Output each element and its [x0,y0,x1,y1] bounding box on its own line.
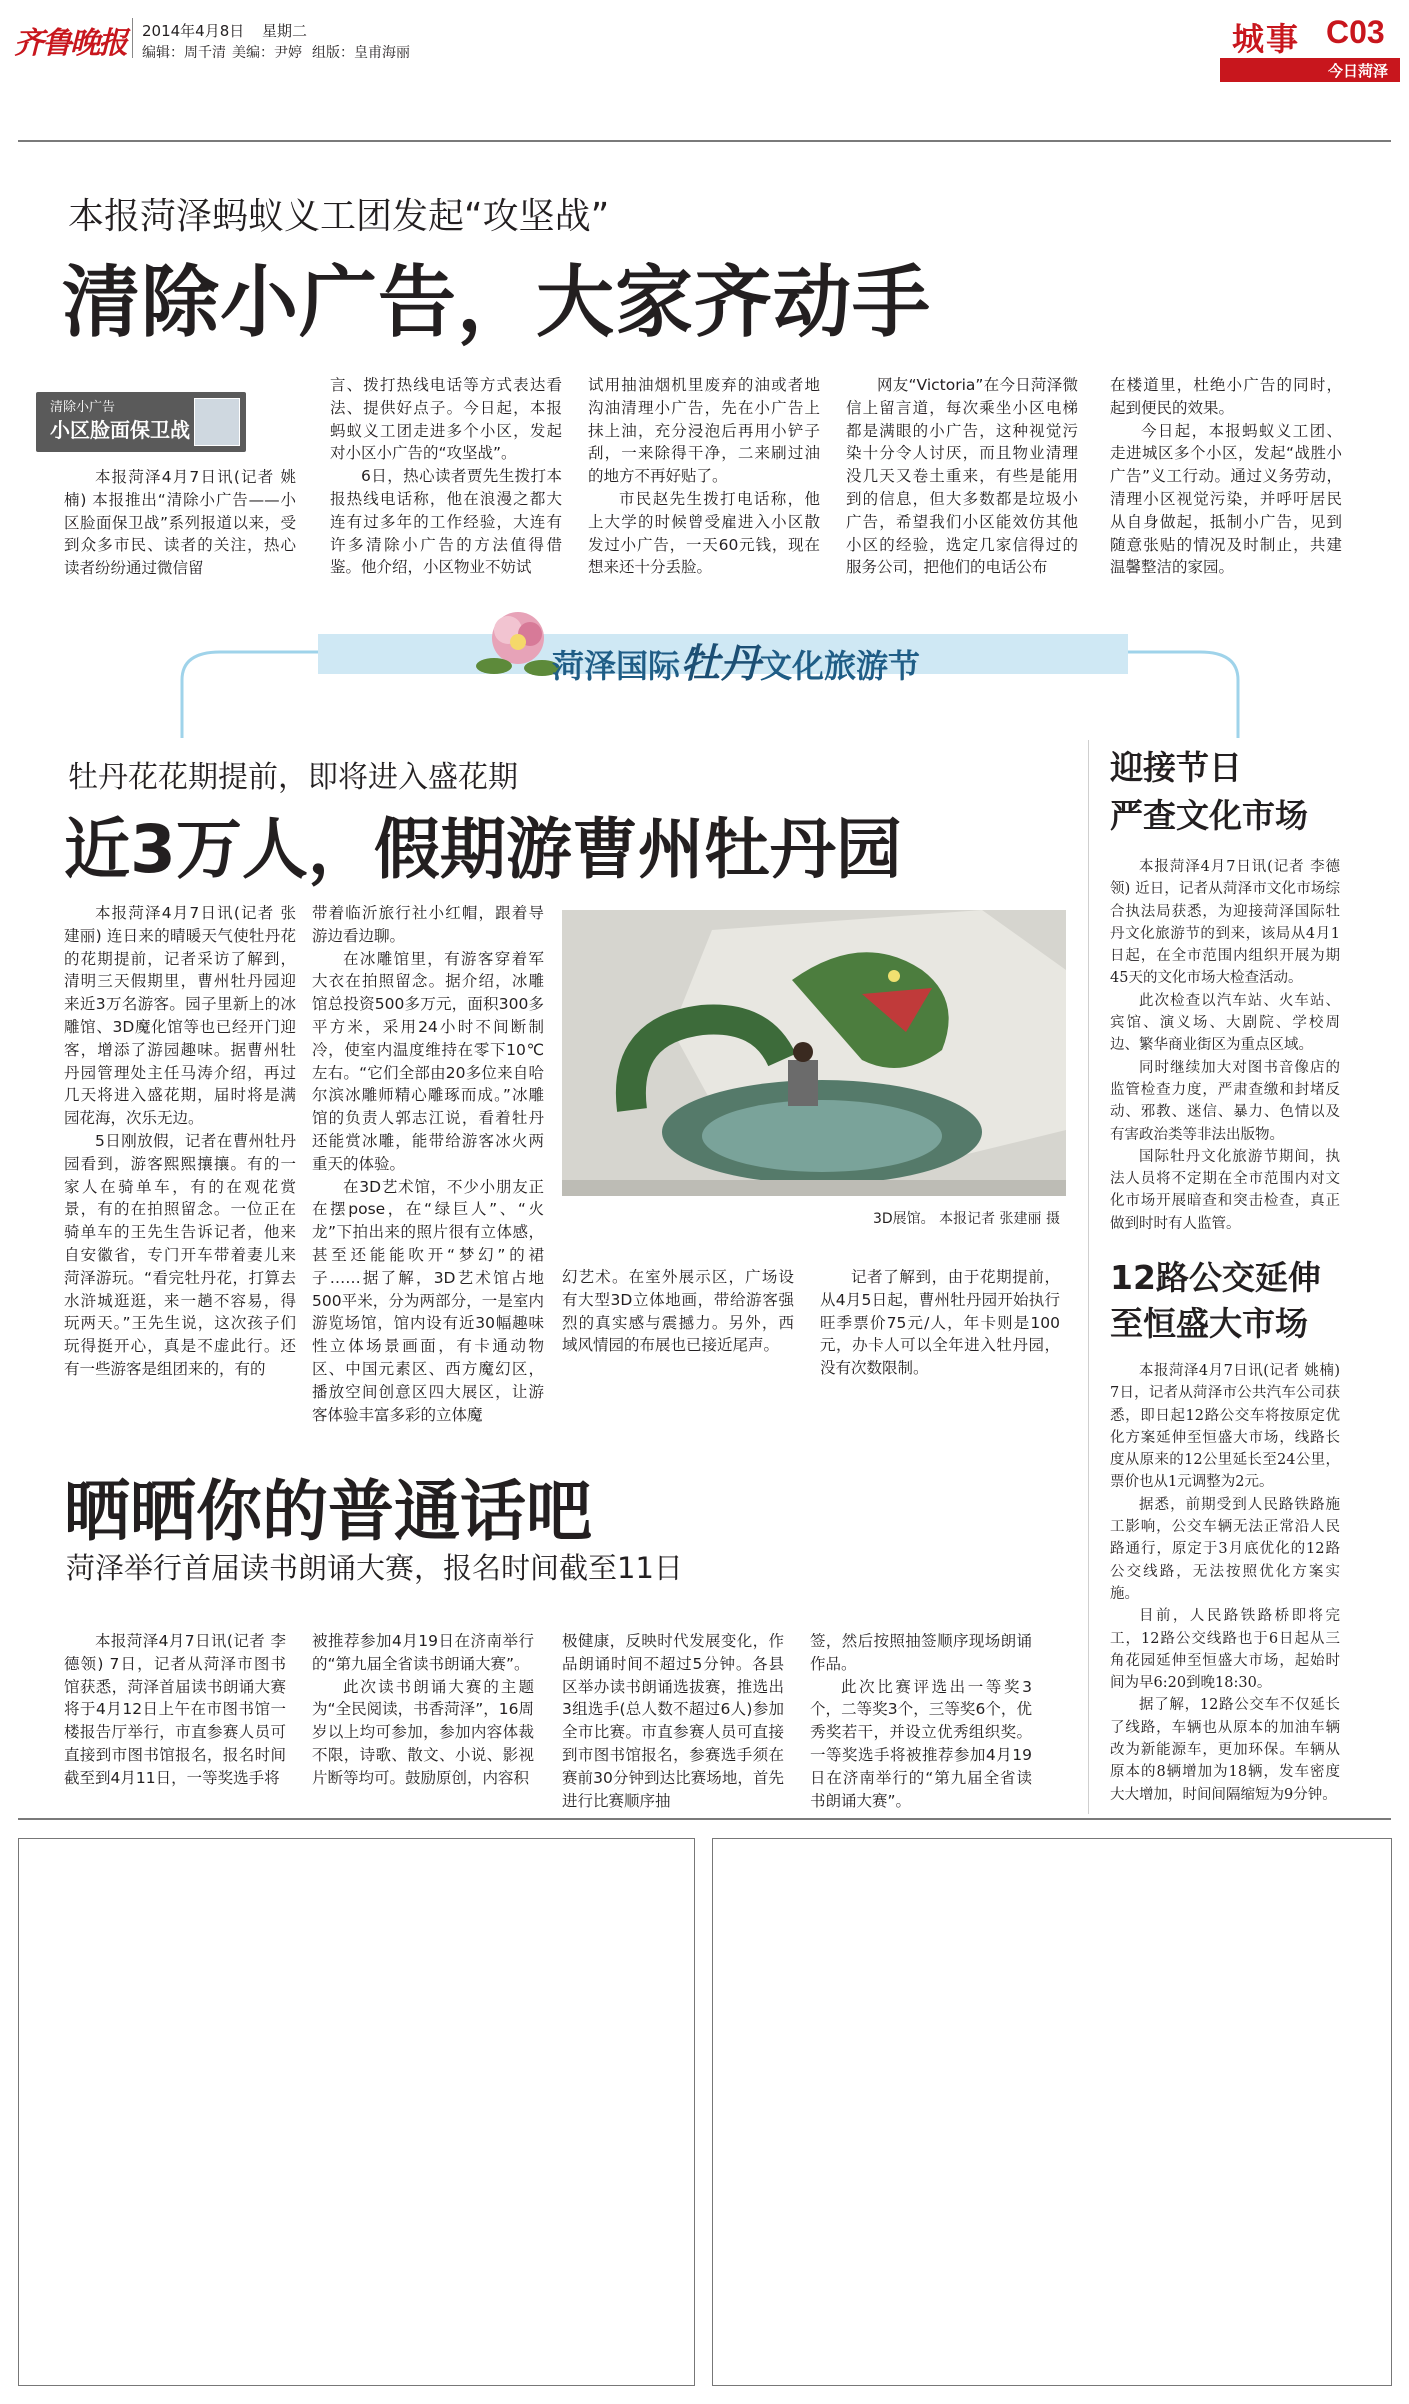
ad-frame-left [18,1838,695,2386]
story4-body: 本报菏泽4月7日讯(记者 姚楠) 7日，记者从菏泽市公共汽车公司获悉，即日起12路公交车将按原定优化方案延伸至恒盛大市场，线路长度从原来的12公里延长至24公里，票价也从1元调整为2元。 据悉，前期受到人民路铁路施工影响，公交车辆无法正常沿人民路通行，原定于3月底优化的12路公交线路，无法按照优化方案实施。 目前，人民路铁路桥即将完工，12路公交线路也于6日起从三角花园延伸至恒盛大市场，起始时间为早6:20到晚18:30。 据了解，12路公交车不仅延长了线路，车辆也从原本的加油车辆改为新能源车，更加环保。车辆从原本的8辆增加为18辆，发车密度大大增加，时间间隔缩短为9分钟。 [1110,1363,1340,1803]
masthead [0,0,1409,100]
story1-kicker: 本报菏泽蚂蚁义工团发起“攻坚战” [68,196,610,237]
proof-credit: 组版：皇甫海丽 [312,45,410,61]
right-rail-divider [1088,740,1089,1814]
banner-text-c: 文化旅游节 [760,647,921,685]
masthead-rule [18,140,1391,142]
story2-kicker: 牡丹花花期提前，即将进入盛花期 [68,760,518,795]
bottom-rule [18,1818,1391,1820]
editor-credit: 编辑：周千清 [142,45,226,61]
region-bar [1220,58,1400,82]
story1-headline: 清除小广告，大家齐动手 [62,258,932,348]
dragon-3d-art-image [562,910,1066,1240]
story3-headline-line1: 迎接节日 [1110,748,1242,787]
story5-col4: 签，然后按照抽签顺序现场朗诵作品。 此次比赛评选出一等奖3个，二等奖3个，三等奖6个，优秀奖若干，并设立优秀组织奖。一等奖选手将被推荐参加4月19日在济南举行的“第九届全省读书朗诵大赛”。 [810,1632,1032,1810]
story1-col4: 网友“Victoria”在今日菏泽微信上留言道，每次乘坐小区电梯都是满眼的小广告，这种视觉污染十分令人讨厌，而且物业清理没几天又卷土重来，有些是能用到的信息，但大多数都是垃圾小广告，希望我们小区能效仿其他小区的经验，选定几家信得过的服务公司，把他们的电话公布 [846,376,1078,577]
badge-line1: 清除小广告 [50,400,116,415]
story2-col4: 记者了解到，由于花期提前，从4月5日起，曹州牡丹园开始执行旺季票价75元/人，年卡则是100元，办卡人可以全年进入牡丹园，没有次数限制。 [820,1268,1060,1378]
series-badge [36,392,246,452]
story5-col3: 极健康，反映时代发展变化，作品朗诵时间不超过5分钟。各县区举办读书朗诵选拔赛，推选出3组选手(总人数不超过6人)参加全市比赛。市直参赛人员可直接到市图书馆报名，参赛选手须在赛前30分钟到达比赛场地，首先进行比赛顺序抽 [562,1632,784,1810]
story2-col1: 本报菏泽4月7日讯(记者 张建丽) 连日来的晴暖天气使牡丹花的花期提前，记者采访了解到，清明三天假期里，曹州牡丹园迎来近3万名游客。园子里新上的冰雕馆、3D魔化馆等也已经开门迎客，增添了游园趣味。据曹州牡丹园管理处主任马涛介绍，再过几天将进入盛花期，届时将是满园花海，次乐无边。 5日刚放假，记者在曹州牡丹园看到，游客熙熙攘攘。有的一家人在骑单车，有的在观花赏景，有的在拍照留念。一位正在骑单车的王先生告诉记者，他来自安徽省，专门开车带着妻儿来菏泽游玩。“看完牡丹花，打算去水浒城逛逛，来一趟不容易，得玩两天。”王先生说，这次孩子们玩得挺开心，真是不虚此行。还有一些游客是组团来的，有的 [64,904,296,1378]
story3-headline-line2: 严查文化市场 [1110,796,1308,835]
region-label: 今日菏泽 [1327,62,1388,80]
banner-text-a: 菏泽国际 [552,647,681,685]
festival-banner [180,600,1240,740]
story4-headline-line2: 至恒盛大市场 [1110,1304,1308,1343]
story2-headline: 近3万人，假期游曹州牡丹园 [64,811,902,888]
photo-caption: 3D展馆。 本报记者 张建丽 摄 [872,1211,1060,1227]
story2-col2: 带着临沂旅行社小红帽，跟着导游边看边聊。 在冰雕馆里，有游客穿着军大衣在拍照留念。据介绍，冰雕馆总投资500多万元，面积300多平方米，采用24小时不间断制冷，使室内温度维持在零下10℃左右。“它们全部由20多位来自哈尔滨冰雕师精心雕琢而成。”冰雕馆的负责人郭志江说，看着牡丹还能赏冰雕，能带给游客冰火两重天的体验。 在3D艺术馆，不少小朋友正在摆pose，在“绿巨人”、“火龙”下拍出来的照片很有立体感，甚至还能能吹开“梦幻”的裙子……据了解，3D艺术馆占地500平米，分为两部分，一是室内游览场馆，馆内设有近30幅趣味性立体场景画面，有卡通动物区、中国元素区、西方魔幻区，播放空间创意区四大展区，让游客体验丰富多彩的立体魔 [312,904,544,1424]
story3-body: 本报菏泽4月7日讯(记者 李德领) 近日，记者从菏泽市文化市场综合执法局获悉，为迎接菏泽国际牡丹文化旅游节的到来，该局从4月1日起，在全市范围内组织开展为期45天的文化市场大检查活动。 此次检查以汽车站、火车站、宾馆、演义场、大剧院、学校周边、繁华商业街区为重点区域。 同时继续加大对图书音像店的监管检查力度，严肃查缴和封堵反动、邪教、迷信、暴力、色情以及有害政治类等非法出版物。 国际牡丹文化旅游节期间，执法人员将不定期在全市范围内对文化市场开展暗查和突击检查，真正做到时时有人监管。 [1110,859,1340,1232]
banner-text-b: 牡丹 [680,641,761,687]
story1-col3: 试用抽油烟机里废弃的油或者地沟油清理小广告，先在小广告上抹上油，充分浸泡后再用小铲子刮，一来除得干净，二来刷过油的地方不再好贴了。 市民赵先生拨打电话称，他上大学的时候曾受雇进入小区散发过小广告，一天60元钱，现在想来还十分丢脸。 [588,376,820,577]
story2-photo [562,910,1066,1240]
badge-stamps [194,398,240,446]
story5-col1: 本报菏泽4月7日讯(记者 李德领) 7日，记者从菏泽市图书馆获悉，菏泽首届读书朗诵大赛将于4月12日上午在市图书馆一楼报告厅举行，市直参赛人员可直接到市图书馆报名，报名时间截至到4月11日，一等奖选手将 [64,1632,286,1787]
peony-icon [472,600,564,692]
badge-line2: 小区脸面保卫战 [50,418,190,442]
story2-col3: 幻艺术。在室外展示区，广场设有大型3D立体地画，带给游客强烈的真实感与震撼力。另外，西域风情园的布展也已接近尾声。 [562,1268,794,1355]
story1-col2: 言、拨打热线电话等方式表达看法、提供好点子。今日起，本报蚂蚁义工团走进多个小区，发起对小区小广告的“攻坚战”。 6日，热心读者贾先生拨打本报热线电话称，他在浪漫之都大连有过多年的工作经验，大连有许多清除小广告的方法值得借鉴。他介绍，小区物业不妨试 [330,376,562,577]
story5-col2: 被推荐参加4月19日在济南举行的“第九届全省读书朗诵大赛”。 此次读书朗诵大赛的主题为“全民阅读，书香菏泽”，16周岁以上均可参加，参加内容体裁不限，诗歌、散文、小说、影视片断等均可。鼓励原创，内容积 [312,1632,534,1787]
section-name: 城事 [1232,20,1301,58]
paper-logo: 齐鲁晚报 [14,26,126,61]
issue-date: 2014年4月8日 [142,22,245,40]
banner-text [552,632,920,689]
story5-headline: 晒晒你的普通话吧 [64,1473,592,1550]
story1-col1: 本报菏泽4月7日讯(记者 姚楠) 本报推出“清除小广告——小区脸面保卫战”系列报道以来，受到众多市民、读者的关注，热心读者纷纷通过微信留 [64,468,296,578]
ad-frame-right [712,1838,1392,2386]
story5-subhead: 菏泽举行首届读书朗诵大赛，报名时间截至11日 [66,1551,683,1585]
page-number: C03 [1326,14,1385,50]
designer-credit: 美编：尹婷 [232,45,302,61]
story4-headline-line1: 12路公交延伸 [1110,1258,1321,1297]
issue-weekday: 星期二 [262,22,308,40]
story1-col5: 在楼道里，杜绝小广告的同时，起到便民的效果。 今日起，本报蚂蚁义工团、走进城区多个小区，发起“战胜小广告”义工行动。通过义务劳动，清理小区视觉污染，并呼吁居民从自身做起，抵制小广告，见到随意张贴的情况及时制止，共建温馨整洁的家园。 [1110,376,1342,577]
